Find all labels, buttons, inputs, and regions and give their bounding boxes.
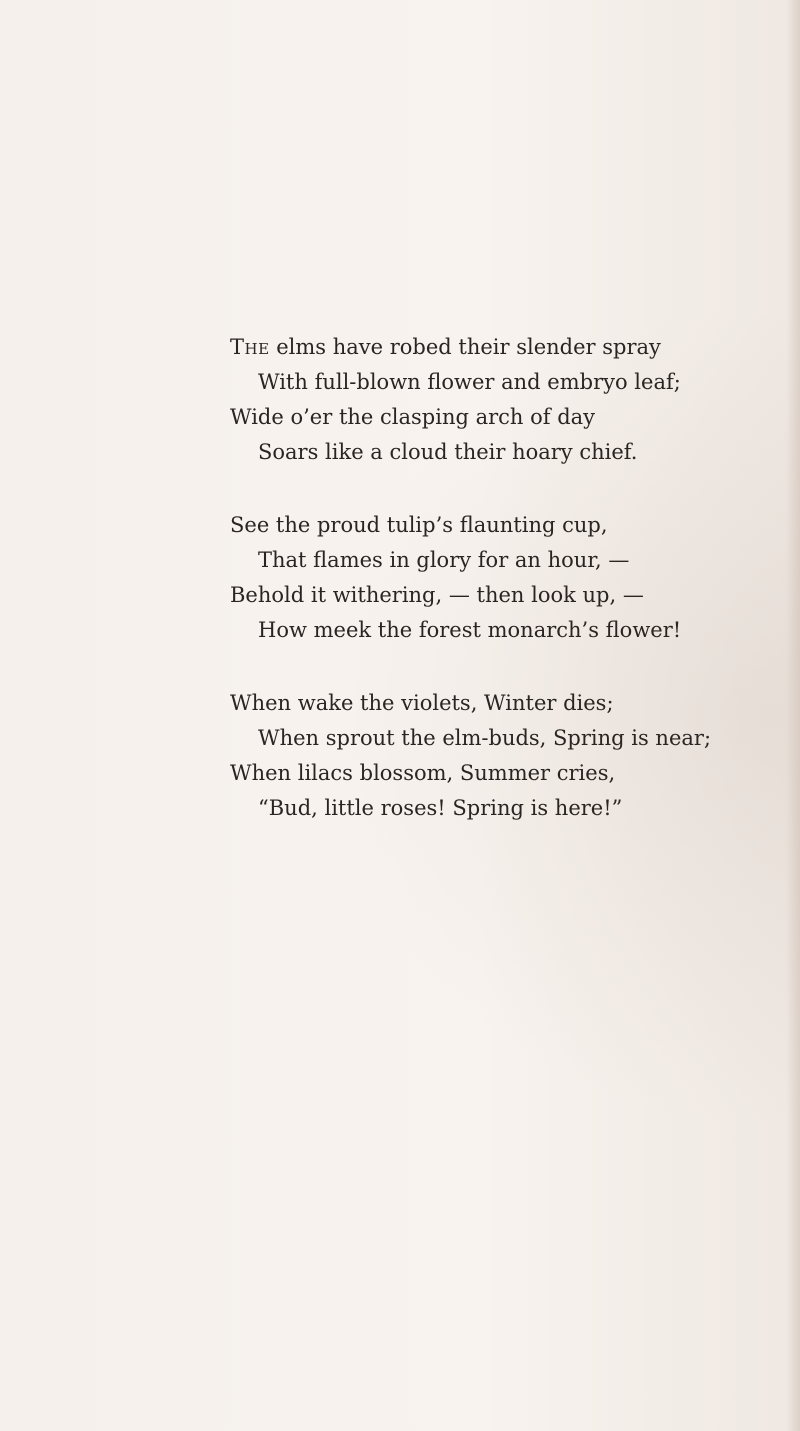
line-text: elms have robed their slender spray bbox=[269, 335, 661, 359]
poem-line: Soars like a cloud their hoary chief. bbox=[258, 440, 638, 464]
poem-line: When wake the violets, Winter dies; bbox=[230, 691, 614, 715]
poem bbox=[230, 330, 790, 864]
poem-line: That flames in glory for an hour, — bbox=[258, 548, 630, 572]
poem-line: See the proud tulip’s flaunting cup, bbox=[230, 513, 608, 537]
poem-line: Wide o’er the clasping arch of day bbox=[230, 405, 596, 429]
stanza-2 bbox=[230, 508, 790, 648]
poem-line: With full-blown flower and embryo leaf; bbox=[258, 370, 681, 394]
poem-line: “Bud, little roses! Spring is here!” bbox=[258, 796, 623, 820]
poem-line: When sprout the elm-buds, Spring is near; bbox=[258, 726, 712, 750]
poem-line bbox=[230, 330, 790, 365]
poem-line: Behold it withering, — then look up, — bbox=[230, 583, 644, 607]
poem-line: How meek the forest monarch’s flower! bbox=[258, 618, 682, 642]
opening-word: The bbox=[230, 335, 270, 359]
stanza-1 bbox=[230, 330, 790, 470]
stanza-3 bbox=[230, 686, 790, 826]
poem-line: When lilacs blossom, Summer cries, bbox=[230, 761, 616, 785]
